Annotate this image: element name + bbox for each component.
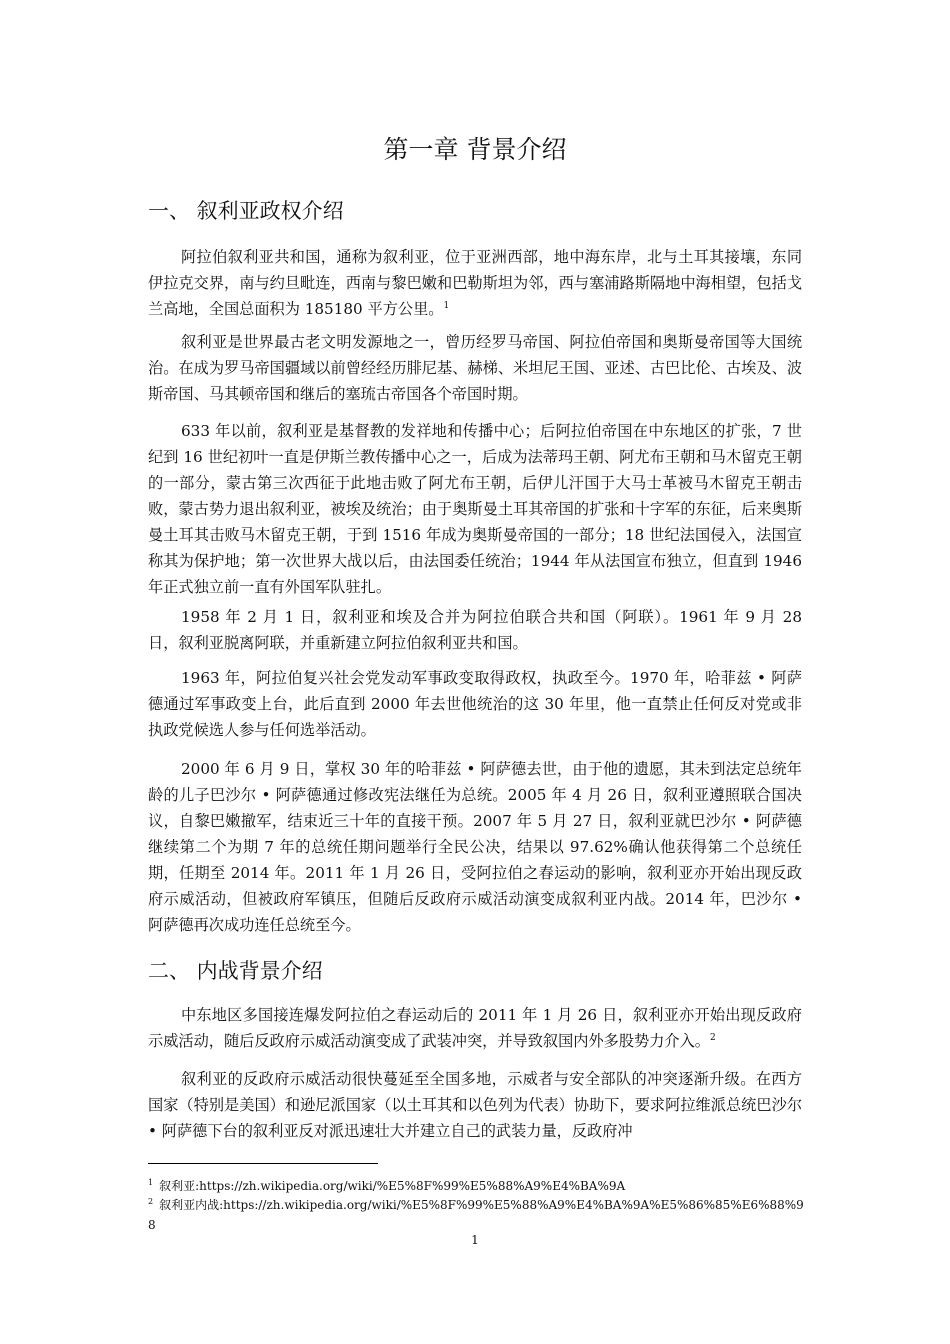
footnote-number: 1 xyxy=(148,1178,154,1187)
paragraph: 叙利亚的反政府示威活动很快蔓延至全国多地，示威者与安全部队的冲突逐渐升级。在西方国家（特别是美国）和逊尼派国家（以土耳其和以色列为代表）协助下，要求阿拉维派总统巴沙尔 • 阿萨德下台的叙利亚反对派迅速壮大并建立自己的武装力量，反政府冲 xyxy=(148,1070,802,1140)
paragraph: 2000 年 6 月 9 日，掌权 30 年的哈菲兹 • 阿萨德去世，由于他的遗愿，其未到法定总统年龄的儿子巴沙尔 • 阿萨德通过修改宪法继任为总统。2005 年 4 月 26 日，叙利亚遵照联合国决议，自黎巴嫩撤军，结束近三十年的直接干预。2007 年 5 月 27 日，叙利亚就巴沙尔 • 阿萨德继续第二个为期 7 年的总统任期问题举行全民公决，结果以 97.62%确认他获得第二个总统任期，任期至 2014 年。2011 年 1 月 26 日，受阿拉伯之春运动的影响，叙利亚亦开始出现反政府示威活动，但被政府军镇压，但随后反政府示威活动演变成叙利亚内战。2014 年，巴沙尔 • 阿萨德再次成功连任总统至今。 xyxy=(148,760,802,934)
footnote xyxy=(148,1192,808,1235)
paragraph: 1963 年，阿拉伯复兴社会党发动军事政变取得政权，执政至今。1970 年，哈菲兹 • 阿萨德通过军事政变上台，此后直到 2000 年去世他统治的这 30 年里，他一直禁止任何反对党或非执政党候选人参与任何选举活动。 xyxy=(148,669,802,739)
footnote-number: 2 xyxy=(148,1197,154,1206)
page-number: 1 xyxy=(471,1233,479,1247)
footnote-divider xyxy=(148,1163,378,1164)
paragraph: 中东地区多国接连爆发阿拉伯之春运动后的 2011 年 1 月 26 日，叙利亚亦开始出现反政府示威活动，随后反政府示威活动演变成了武装冲突，并导致叙国内外多股势力介入。$^2$ xyxy=(148,1006,802,1050)
footnote-text: 叙利亚内战:https://zh.wikipedia.org/wiki/%E5%8F%99%E5%88%A9%E4%BA%9A%E5%86%85%E6%88%98 xyxy=(148,1198,804,1232)
footnote-ref: 2 xyxy=(709,1032,716,1043)
section-heading-1: 一、 叙利亚政权介绍 xyxy=(148,199,344,223)
footnote-text: 叙利亚:https://zh.wikipedia.org/wiki/%E5%8F%99%E5%88%A9%E4%BA%9A xyxy=(159,1179,626,1193)
section-heading-2: 二、 内战背景介绍 xyxy=(148,959,323,983)
paragraph: 叙利亚是世界最古老文明发源地之一，曾历经罗马帝国、阿拉伯帝国和奥斯曼帝国等大国统治。在成为罗马帝国疆域以前曾经经历腓尼基、赫梯、米坦尼王国、亚述、古巴比伦、古埃及、波斯帝国、马其顿帝国和继后的塞琉古帝国各个帝国时期。 xyxy=(148,333,802,403)
chapter-title: 第一章 背景介绍 xyxy=(383,135,567,164)
paragraph: 1958 年 2 月 1 日，叙利亚和埃及合并为阿拉伯联合共和国（阿联）。1961 年 9 月 28 日，叙利亚脱离阿联，并重新建立阿拉伯叙利亚共和国。 xyxy=(148,608,802,652)
paragraph: 阿拉伯叙利亚共和国，通称为叙利亚，位于亚洲西部，地中海东岸，北与土耳其接壤，东同伊拉克交界，南与约旦毗连，西南与黎巴嫩和巴勒斯坦为邻，西与塞浦路斯隔地中海相望，包括戈兰高地，全国总面积为 185180 平方公里。$^1$ xyxy=(148,248,802,318)
footnote-ref: 1 xyxy=(443,300,450,311)
paragraph: 633 年以前，叙利亚是基督教的发祥地和传播中心；后阿拉伯帝国在中东地区的扩张，7 世纪到 16 世纪初叶一直是伊斯兰教传播中心之一，后成为法蒂玛王朝、阿尤布王朝和马木留克王朝的一部分，蒙古第三次西征于此地击败了阿尤布王朝，后伊儿汗国于大马士革被马木留克王朝击败，蒙古势力退出叙利亚，被埃及统治；由于奥斯曼土耳其帝国的扩张和十字军的东征，后来奥斯曼土耳其击败马木留克王朝，于到 1516 年成为奥斯曼帝国的一部分；18 世纪法国侵入，法国宣称其为保护地；第一次世界大战以后，由法国委任统治；1944 年从法国宣布独立，但直到 1946 年正式独立前一直有外国军队驻扎。 xyxy=(148,422,802,596)
